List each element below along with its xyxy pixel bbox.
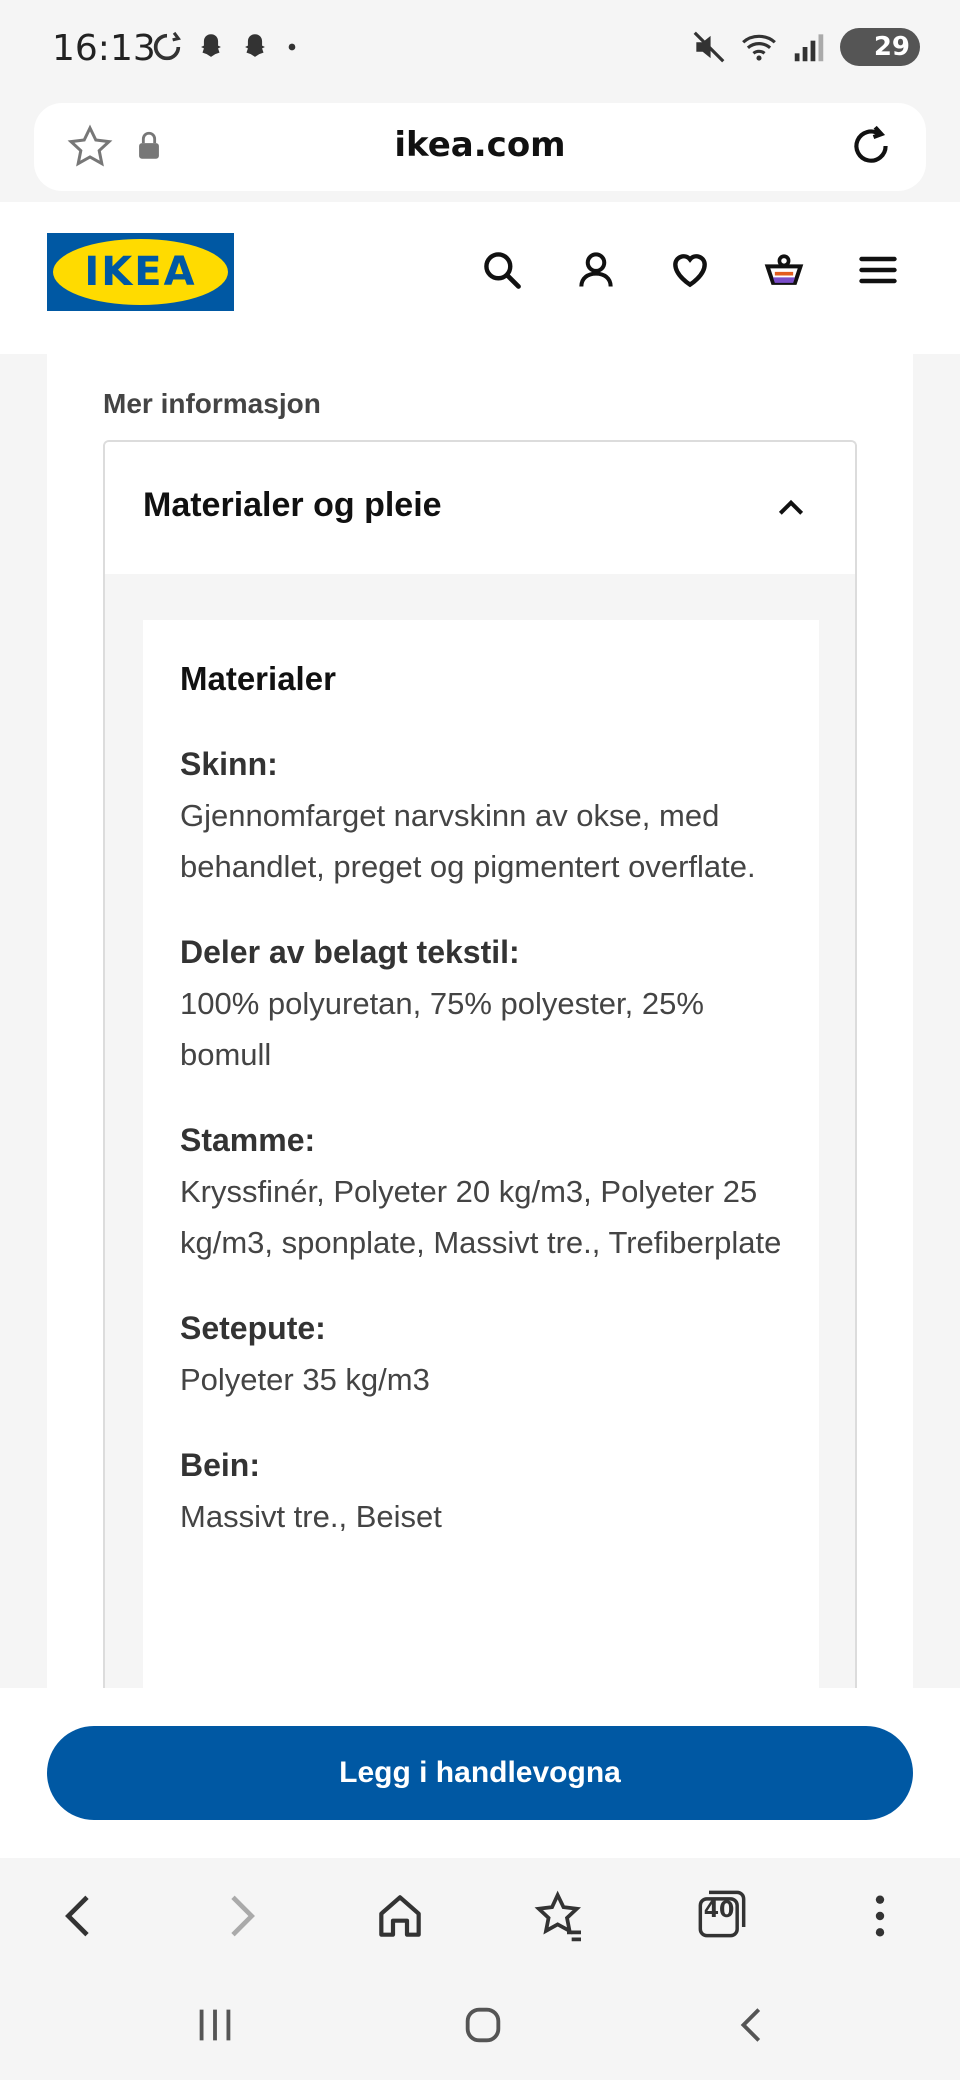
snapchat-icon: [194, 30, 228, 64]
url-text[interactable]: ikea.com: [394, 125, 566, 165]
sync-icon: [150, 30, 184, 64]
materials-panel: [143, 620, 819, 1700]
status-notification-icons: [150, 30, 302, 64]
browser-toolbar: [0, 1858, 960, 1968]
material-item: [180, 926, 782, 1080]
battery-indicator: 29: [840, 28, 920, 66]
mute-icon: [690, 28, 728, 66]
material-value: Massivt tre., Beiset: [180, 1499, 442, 1534]
product-info-section: [47, 354, 913, 1688]
accordion-body: [105, 574, 855, 1700]
status-time: 16:13: [52, 28, 156, 69]
status-system-icons: [690, 28, 920, 66]
cta-area: [0, 1688, 960, 1858]
section-label: Mer informasjon: [103, 388, 321, 419]
material-name: Stamme:: [180, 1122, 316, 1158]
material-name: Skinn:: [180, 746, 278, 782]
status-bar: [0, 0, 960, 100]
chevron-up-icon[interactable]: [775, 492, 807, 524]
material-value: Polyeter 35 kg/m3: [180, 1362, 430, 1397]
material-name: Deler av belagt tekstil:: [180, 934, 520, 970]
material-name: Bein:: [180, 1447, 260, 1483]
accordion-title: Materialer og pleie: [143, 486, 442, 524]
account-icon[interactable]: [574, 248, 618, 292]
address-bar[interactable]: [34, 103, 926, 191]
dot-icon: [282, 37, 302, 57]
snapchat-icon: [238, 30, 272, 64]
site-header: [0, 202, 960, 354]
system-navigation: [0, 1968, 960, 2080]
material-item: [180, 738, 782, 892]
materials-accordion: [103, 440, 857, 1700]
forward-icon[interactable]: [212, 1888, 268, 1944]
search-icon[interactable]: [480, 248, 524, 292]
header-actions: [480, 248, 900, 292]
material-item: [180, 1114, 782, 1268]
material-item: [180, 1439, 782, 1542]
menu-icon[interactable]: [856, 248, 900, 292]
accordion-header[interactable]: [105, 442, 855, 574]
material-item: [180, 1302, 782, 1405]
ikea-logo[interactable]: IKEA: [47, 233, 234, 311]
tabs-count: 40: [703, 1898, 735, 1923]
bookmarks-icon[interactable]: [532, 1888, 588, 1944]
home-button-icon[interactable]: [460, 2002, 506, 2048]
tabs-button[interactable]: [696, 1888, 748, 1940]
signal-icon: [790, 28, 828, 66]
recent-apps-icon[interactable]: [192, 2002, 238, 2048]
more-options-icon[interactable]: [852, 1888, 908, 1944]
material-value: Kryssfinér, Polyeter 20 kg/m3, Polyeter 25 kg/m3, sponplate, Massivt tre., Trefiberplate: [180, 1174, 782, 1260]
home-icon[interactable]: [372, 1888, 428, 1944]
material-name: Setepute:: [180, 1310, 326, 1346]
panel-title: Materialer: [180, 660, 336, 697]
shopping-bag-icon[interactable]: [762, 248, 806, 292]
system-back-icon[interactable]: [730, 2002, 776, 2048]
material-value: Gjennomfarget narvskinn av okse, med behandlet, preget og pigmentert overflate.: [180, 798, 756, 884]
back-icon[interactable]: [52, 1888, 108, 1944]
reload-icon[interactable]: [846, 121, 896, 171]
material-value: 100% polyuretan, 75% polyester, 25% bomull: [180, 986, 704, 1072]
add-to-cart-button[interactable]: Legg i handlevogna: [47, 1726, 913, 1820]
wishlist-heart-icon[interactable]: [668, 248, 712, 292]
wifi-icon: [740, 28, 778, 66]
